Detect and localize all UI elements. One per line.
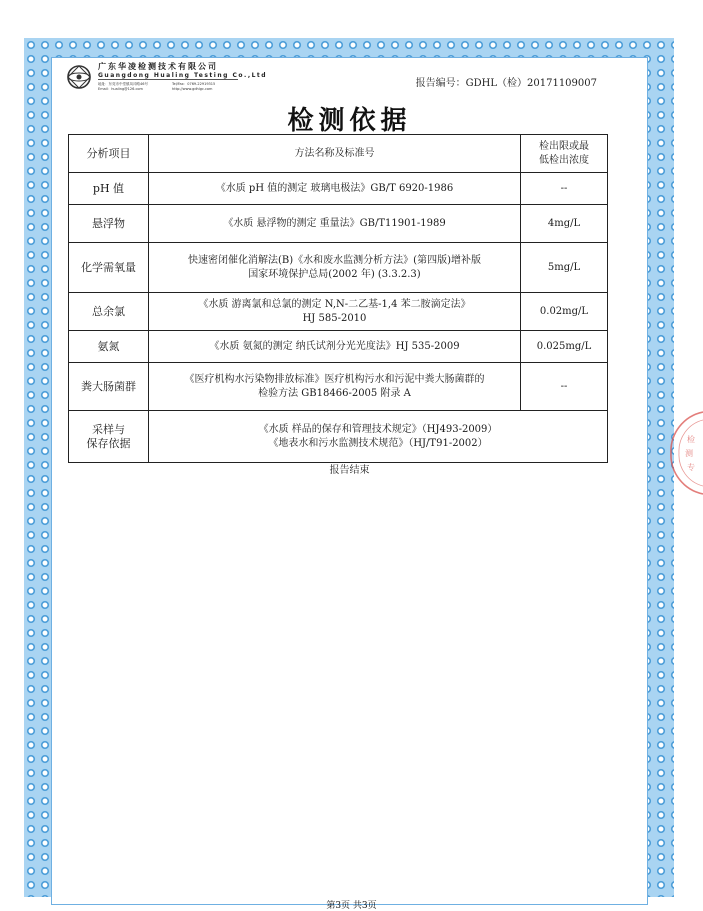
sampling-item [69,411,149,463]
row-method-line1: 《水质 悬浮物的测定 重量法》GB/T11901-1989 [223,217,446,229]
header-divider [98,79,238,80]
row-method-line1: 《水质 pH 值的测定 玻璃电极法》GB/T 6920-1986 [215,182,454,194]
row-method [149,363,521,411]
row-item: 总余氯 [69,293,149,331]
row-method [149,293,521,331]
sampling-method [149,411,608,463]
row-limit: 5mg/L [521,243,608,293]
header-limit [521,135,608,173]
table-row [69,331,608,363]
company-email: Email：hualing@126.com [98,87,143,91]
company-logo-icon [64,64,94,90]
row-method [149,331,521,363]
table-row [69,205,608,243]
company-phone: Tel/Fax：0769-22919315 [172,82,216,86]
row-limit: 0.02mg/L [521,293,608,331]
company-address: 地址：东莞市中堂镇凤冲路46号 [98,82,148,86]
sampling-row [69,411,608,463]
sampling-method-line1: 《水质 样品的保存和管理技术规定》（HJ493-2009） [258,423,498,435]
svg-text:检: 检 [687,435,695,444]
svg-text:专: 专 [687,463,695,472]
header-limit-line1: 检出限或最 [539,140,589,152]
row-limit: -- [521,363,608,411]
svg-text:测: 测 [685,449,693,458]
row-method-line2: HJ 585-2010 [302,312,367,324]
row-item: pH 值 [69,173,149,205]
company-name-cn: 广东华凌检测技术有限公司 [98,62,218,71]
row-item: 化学需氧量 [69,243,149,293]
table-row [69,293,608,331]
header-method: 方法名称及标准号 [149,135,521,173]
row-limit: -- [521,173,608,205]
company-name-en: Guangdong Hualing Testing Co.,Ltd [98,72,268,79]
row-method-line2: 检验方法 GB18466-2005 附录 A [258,387,411,399]
header-item: 分析项目 [69,135,149,173]
row-method-line1: 《医疗机构水污染物排放标准》医疗机构污水和污泥中粪大肠菌群的 [184,373,485,385]
row-method-line2: 国家环境保护总局(2002 年) (3.3.2.3) [248,268,421,280]
page-number: 第3页 共3页 [326,901,377,911]
row-limit: 0.025mg/L [521,331,608,363]
row-item: 氨氮 [69,331,149,363]
report-end-text: 报告结束 [329,465,370,476]
company-website: http://www.gdhlgc.com [172,87,213,91]
row-method-line1: 快速密闭催化消解法(B)《水和废水监测分析方法》(第四版)增补版 [188,254,481,266]
header-limit-line2: 低检出浓度 [539,154,589,166]
row-method-line1: 《水质 游离氯和总氯的测定 N,N-二乙基-1,4 苯二胺滴定法》 [198,298,471,310]
sampling-item-line1: 采样与 [92,422,125,436]
row-item: 悬浮物 [69,205,149,243]
table-row [69,243,608,293]
table-row [69,363,608,411]
testing-basis-table [68,134,608,463]
sampling-item-line2: 保存依据 [86,436,131,450]
page-title: 检测依据 [287,106,412,136]
table-row [69,173,608,205]
row-method [149,243,521,293]
row-method-line1: 《水质 氨氮的测定 纳氏试剂分光光度法》HJ 535-2009 [209,340,460,352]
document-content [52,58,647,904]
seal-stamp-icon [667,408,703,498]
row-method [149,205,521,243]
row-item: 粪大肠菌群 [69,363,149,411]
row-method [149,173,521,205]
sampling-method-line2: 《地表水和污水监测技术规范》（HJ/T91-2002） [268,437,488,449]
report-number: 报告编号：GDHL（检）20171109007 [415,78,597,89]
table-header-row [69,135,608,173]
row-limit: 4mg/L [521,205,608,243]
